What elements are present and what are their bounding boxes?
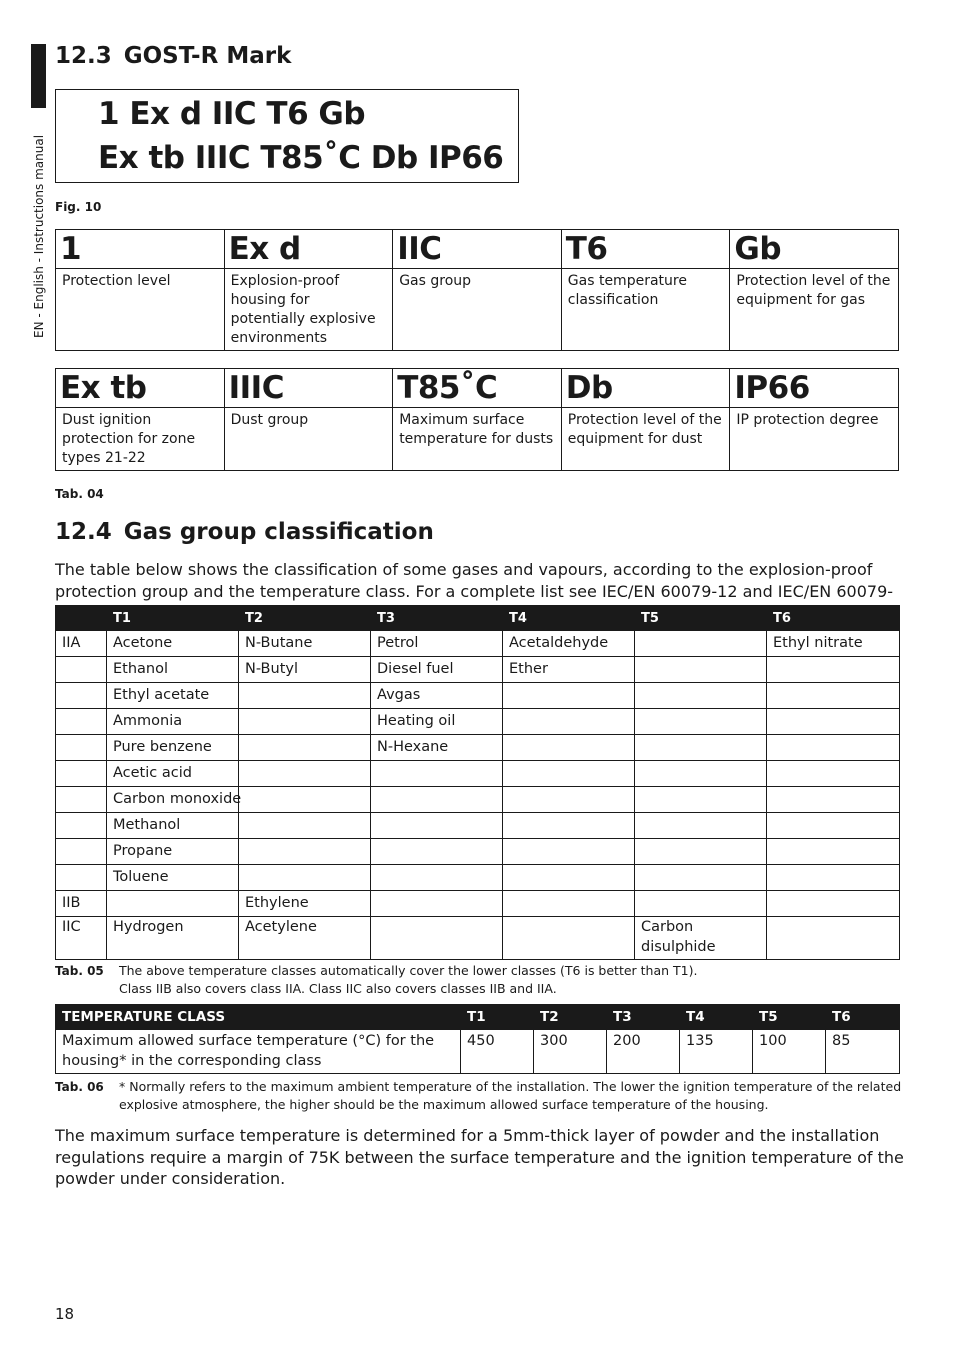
substance-cell: [767, 917, 900, 960]
substance-cell: [239, 865, 371, 891]
marking-code: IIIC: [224, 369, 393, 408]
substance-cell: [371, 917, 503, 960]
column-header: T2: [239, 606, 371, 631]
marking-code: Db: [561, 369, 730, 408]
closing-paragraph: The maximum surface temperature is determined for a 5mm-thick layer of powder and the installation regulations require a margin of 75K between the surface temperature and the ignition temperature of the powder under consideration.: [55, 1126, 904, 1188]
substance-cell: [503, 917, 635, 960]
gas-group-cell: [56, 657, 107, 683]
table-row: [56, 891, 900, 917]
section-heading-12-3: [55, 42, 291, 70]
table-note: Class IIB also covers class IIA. Class IIC also covers classes IIB and IIA.: [119, 981, 557, 996]
column-header: TEMPERATURE CLASS: [56, 1005, 461, 1030]
substance-cell: Pure benzene: [107, 735, 239, 761]
marking-code: 1: [56, 230, 225, 269]
section-title: GOST-R Mark: [123, 43, 292, 69]
substance-cell: Acetaldehyde: [503, 631, 635, 657]
column-header: T5: [753, 1005, 826, 1030]
table-row: [56, 709, 900, 735]
table-note: explosive atmosphere, the higher should be the maximum allowed surface temperature of the housing.: [119, 1097, 769, 1112]
substance-cell: [767, 761, 900, 787]
table-row: [56, 813, 900, 839]
substance-cell: [239, 709, 371, 735]
substance-cell: Carbon disulphide: [635, 917, 767, 960]
table-cell: 100: [753, 1030, 826, 1074]
table-row: [56, 631, 900, 657]
table-row: [56, 839, 900, 865]
substance-cell: [767, 735, 900, 761]
header-row: [56, 606, 900, 631]
section-number: 12.3: [55, 43, 112, 69]
gas-group-cell: IIB: [56, 891, 107, 917]
table-cell: 135: [680, 1030, 753, 1074]
column-header: T1: [107, 606, 239, 631]
mark-line-gas: 1 Ex d IIC T6 Gb: [98, 96, 366, 132]
table-row: [56, 657, 900, 683]
table-row: [56, 683, 900, 709]
marking-code: T6: [561, 230, 730, 269]
substance-cell: Avgas: [371, 683, 503, 709]
sidebar-marker-bar: [31, 44, 46, 108]
substance-cell: N-Hexane: [371, 735, 503, 761]
marking-code: IIC: [393, 230, 562, 269]
gas-classification-table: [55, 605, 900, 960]
substance-cell: N-Butyl: [239, 657, 371, 683]
substance-cell: Ethyl acetate: [107, 683, 239, 709]
column-header: T5: [635, 606, 767, 631]
marking-code: T85˚C: [393, 369, 562, 408]
substance-cell: [371, 761, 503, 787]
substance-cell: [503, 709, 635, 735]
marking-description: Explosion-proof housing for potentially explosive environments: [224, 269, 393, 351]
gas-group-cell: [56, 709, 107, 735]
substance-cell: [635, 761, 767, 787]
substance-cell: [767, 839, 900, 865]
gas-group-cell: IIC: [56, 917, 107, 960]
column-header: T4: [680, 1005, 753, 1030]
table-cell: 300: [534, 1030, 607, 1074]
substance-cell: [503, 839, 635, 865]
column-header: T6: [826, 1005, 900, 1030]
gas-group-cell: [56, 813, 107, 839]
substance-cell: [635, 631, 767, 657]
substance-cell: Carbon monoxide: [107, 787, 239, 813]
marking-code: Gb: [730, 230, 899, 269]
substance-cell: [503, 683, 635, 709]
header-row: [56, 1005, 900, 1030]
substance-cell: [635, 657, 767, 683]
section-heading-12-4: [55, 518, 434, 546]
substance-cell: Acetylene: [239, 917, 371, 960]
gas-group-cell: IIA: [56, 631, 107, 657]
substance-cell: Acetone: [107, 631, 239, 657]
marking-description: Gas temperature classification: [561, 269, 730, 351]
gas-group-cell: [56, 735, 107, 761]
substance-cell: [503, 735, 635, 761]
marking-description: Protection level: [56, 269, 225, 351]
marking-description: Protection level of the equipment for gas: [730, 269, 899, 351]
substance-cell: [767, 709, 900, 735]
substance-cell: [503, 813, 635, 839]
code-row: [56, 369, 899, 408]
substance-cell: [371, 813, 503, 839]
substance-cell: [371, 865, 503, 891]
substance-cell: Ethanol: [107, 657, 239, 683]
table-row: [56, 787, 900, 813]
substance-cell: [635, 891, 767, 917]
table-note: * Normally refers to the maximum ambient temperature of the installation. The lower the ignition temperature of the related: [119, 1079, 902, 1094]
column-header: T2: [534, 1005, 607, 1030]
gas-group-cell: [56, 787, 107, 813]
substance-cell: [239, 761, 371, 787]
substance-cell: [371, 839, 503, 865]
row-label: Maximum allowed surface temperature (°C) for the housing* in the corresponding class: [56, 1030, 461, 1074]
intro-paragraph: The table below shows the classification of some gases and vapours, according to the explosion-proof protection group and the temperature class. For a complete list see IEC/EN 60079-12 and IEC/EN 60079-: [55, 560, 894, 601]
table-note: The above temperature classes automatically cover the lower classes (T6 is better than T1).: [119, 963, 698, 978]
substance-cell: [635, 787, 767, 813]
substance-cell: [503, 787, 635, 813]
description-row: [56, 269, 899, 351]
table-cell: 85: [826, 1030, 900, 1074]
marking-code: Ex tb: [56, 369, 225, 408]
substance-cell: N-Butane: [239, 631, 371, 657]
table-cell: 450: [461, 1030, 534, 1074]
table-row: [56, 917, 900, 960]
table-row: [56, 735, 900, 761]
marking-description: Dust ignition protection for zone types 21-22: [56, 408, 225, 471]
substance-cell: [767, 891, 900, 917]
marking-description: Gas group: [393, 269, 562, 351]
gost-r-mark-box: [55, 89, 519, 183]
page-number: 18: [55, 1305, 75, 1323]
table-row: [56, 761, 900, 787]
substance-cell: [503, 761, 635, 787]
gas-marking-table: [55, 229, 899, 351]
substance-cell: [635, 709, 767, 735]
substance-cell: [635, 813, 767, 839]
marking-description: Protection level of the equipment for dust: [561, 408, 730, 471]
substance-cell: [503, 891, 635, 917]
table-caption: Tab. 05: [55, 964, 104, 978]
column-header: T4: [503, 606, 635, 631]
figure-caption: Fig. 10: [55, 200, 102, 214]
temperature-class-table: [55, 1004, 900, 1074]
substance-cell: [371, 787, 503, 813]
table-row: [56, 1030, 900, 1074]
gas-group-cell: [56, 865, 107, 891]
substance-cell: Ethylene: [239, 891, 371, 917]
marking-code: IP66: [730, 369, 899, 408]
column-header: T1: [461, 1005, 534, 1030]
substance-cell: [767, 683, 900, 709]
substance-cell: Propane: [107, 839, 239, 865]
substance-cell: Hydrogen: [107, 917, 239, 960]
dust-marking-table: [55, 368, 899, 471]
substance-cell: [239, 787, 371, 813]
gas-group-cell: [56, 839, 107, 865]
substance-cell: [107, 891, 239, 917]
column-header: [56, 606, 107, 631]
substance-cell: [239, 735, 371, 761]
substance-cell: [239, 839, 371, 865]
marking-code: Ex d: [224, 230, 393, 269]
substance-cell: Diesel fuel: [371, 657, 503, 683]
substance-cell: [635, 683, 767, 709]
substance-cell: Heating oil: [371, 709, 503, 735]
substance-cell: Ether: [503, 657, 635, 683]
gas-group-cell: [56, 761, 107, 787]
table-cell: 200: [607, 1030, 680, 1074]
mark-line-dust: Ex tb IIIC T85˚C Db IP66: [98, 140, 504, 176]
substance-cell: [767, 787, 900, 813]
substance-cell: [635, 839, 767, 865]
code-row: [56, 230, 899, 269]
substance-cell: Petrol: [371, 631, 503, 657]
substance-cell: [239, 683, 371, 709]
gas-group-cell: [56, 683, 107, 709]
table-row: [56, 865, 900, 891]
substance-cell: [503, 865, 635, 891]
marking-description: Dust group: [224, 408, 393, 471]
substance-cell: Toluene: [107, 865, 239, 891]
substance-cell: [239, 813, 371, 839]
sidebar-document-label: EN - English - Instructions manual: [32, 134, 46, 338]
table-caption: Tab. 06: [55, 1080, 104, 1094]
substance-cell: Acetic acid: [107, 761, 239, 787]
marking-description: IP protection degree: [730, 408, 899, 471]
table-caption: Tab. 04: [55, 487, 104, 501]
marking-description: Maximum surface temperature for dusts: [393, 408, 562, 471]
description-row: [56, 408, 899, 471]
substance-cell: [767, 657, 900, 683]
column-header: T3: [371, 606, 503, 631]
substance-cell: [635, 865, 767, 891]
substance-cell: [635, 735, 767, 761]
substance-cell: Ammonia: [107, 709, 239, 735]
section-title: Gas group classification: [123, 519, 434, 545]
substance-cell: [767, 865, 900, 891]
substance-cell: [371, 891, 503, 917]
column-header: T3: [607, 1005, 680, 1030]
substance-cell: Methanol: [107, 813, 239, 839]
substance-cell: Ethyl nitrate: [767, 631, 900, 657]
section-number: 12.4: [55, 519, 112, 545]
substance-cell: [767, 813, 900, 839]
column-header: T6: [767, 606, 900, 631]
